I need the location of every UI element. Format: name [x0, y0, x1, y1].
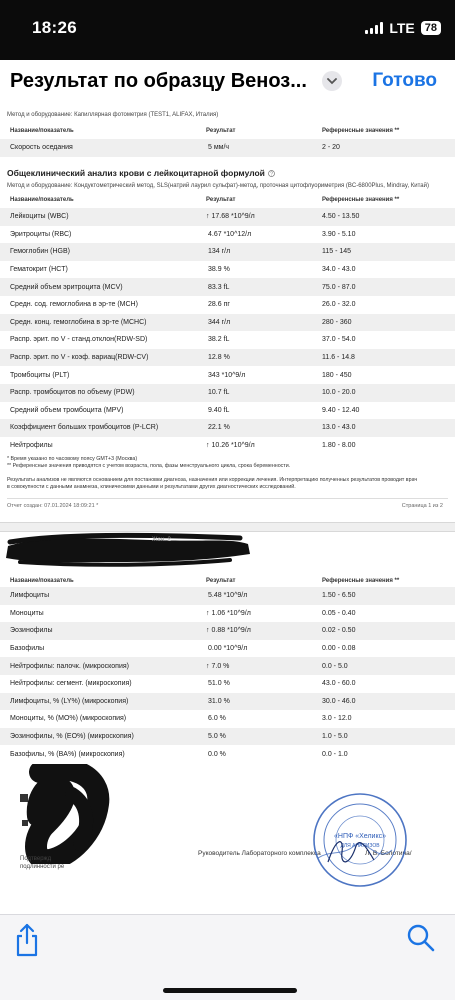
flag-icon: ↑	[206, 213, 210, 221]
row-ref: 10.0 - 20.0	[322, 389, 356, 397]
qr-code-redacted	[10, 764, 110, 864]
row-ref: 1.80 - 8.00	[322, 442, 356, 450]
row-result	[206, 663, 322, 670]
cbc-table	[0, 208, 455, 454]
row-ref: 1.50 - 6.50	[322, 592, 356, 600]
row-result	[206, 284, 322, 291]
row-ref: 0.00 - 0.08	[322, 645, 356, 653]
report-date: Отчет создан: 07.01.2024 18:09:21 *	[7, 503, 99, 509]
header-ref: Референсные значения **	[322, 128, 400, 134]
row-result	[206, 144, 322, 151]
row-name: Средний объем тромбоцита (MPV)	[10, 406, 124, 414]
table-row	[0, 139, 455, 157]
table-row	[0, 243, 455, 261]
row-result-value: 10.26 *10^9/л	[211, 442, 255, 450]
row-name: Моноциты	[10, 609, 44, 617]
row-result	[206, 627, 322, 634]
status-bar	[0, 0, 455, 60]
diff-table-header	[0, 574, 455, 588]
navigation-bar	[0, 60, 455, 106]
search-icon[interactable]	[406, 923, 436, 953]
row-name: Распр. тромбоцитов по объему (PDW)	[10, 389, 135, 397]
page-separator	[0, 522, 455, 532]
row-result-value: 28.6 пг	[208, 301, 230, 309]
row-name: Базофилы, % (BA%) (микроскопия)	[10, 750, 125, 758]
header-ref: Референсные значения **	[322, 197, 400, 203]
cbc-table-header	[0, 193, 455, 207]
row-result	[206, 319, 322, 326]
row-result-value: 31.0 %	[208, 697, 230, 705]
section-title: Общеклинический анализ крови с лейкоцитарной формулой	[7, 168, 265, 178]
row-result-value: 0.88 *10^9/л	[211, 627, 251, 635]
row-result-value: 51.0 %	[208, 680, 230, 688]
row-result-value: 344 г/л	[208, 318, 231, 326]
row-result-value: 12.8 %	[208, 354, 230, 362]
note-disclaimer-1: Результаты анализов не являются основанием для постановки диагноза, назначения или коррекции лечения. Интерпретацию полученных результатов проводит врач	[7, 477, 418, 483]
chevron-down-icon[interactable]	[322, 71, 342, 91]
flag-icon: ↑	[206, 662, 210, 670]
row-name: Эритроциты (RBC)	[10, 230, 72, 238]
row-result	[206, 442, 322, 449]
row-ref: 3.0 - 12.0	[322, 715, 352, 723]
note-disclaimer-2: в совокупности с данными анамнеза, клиническими данными и результатами других диагностических исследований.	[7, 484, 296, 490]
row-name: Скорость оседания	[10, 144, 73, 152]
row-result-value: 0.0 %	[208, 750, 226, 758]
signal-icon	[365, 22, 383, 34]
row-ref: 26.0 - 32.0	[322, 301, 356, 309]
row-result	[206, 424, 322, 431]
row-result	[206, 354, 322, 361]
flag-icon: ↑	[206, 609, 210, 617]
done-button[interactable]: Готово	[372, 70, 437, 91]
row-result	[206, 301, 322, 308]
row-result-value: 343 *10^9/л	[208, 371, 246, 379]
row-ref: 11.6 - 14.8	[322, 354, 355, 362]
row-ref: 75.0 - 87.0	[322, 283, 356, 291]
row-result-value: 0.00 *10^9/л	[208, 645, 248, 653]
notes	[7, 456, 452, 491]
row-ref: 43.0 - 60.0	[322, 680, 356, 688]
note-reference: ** Референсные значения приводятся с учетом возраста, пола, фазы менструального цикла, срока беременности.	[7, 463, 291, 469]
network-label: LTE	[389, 20, 415, 36]
table-row	[0, 710, 455, 728]
stamp-subtext: ДЛЯ АНАЛИЗОВ	[340, 843, 380, 849]
table-row	[0, 745, 455, 763]
row-result-value: 4.67 *10^12/л	[208, 230, 252, 238]
table-row	[0, 366, 455, 384]
redaction-mark	[0, 532, 270, 568]
row-ref: 0.05 - 0.40	[322, 609, 356, 617]
row-result-value: 5.48 *10^9/л	[208, 592, 248, 600]
row-ref: 3.90 - 5.10	[322, 230, 356, 238]
row-result	[206, 715, 322, 722]
status-time: 18:26	[32, 18, 77, 37]
method-top: Метод и оборудование: Капиллярная фотометрия (TEST1, ALIFAX, Италия)	[7, 112, 219, 118]
row-result-value: 17.68 *10^9/л	[211, 213, 255, 221]
row-result	[206, 751, 322, 758]
row-ref: 180 - 450	[322, 371, 352, 379]
row-name: Распр. эрит. по V - станд.отклон(RDW-SD)	[10, 336, 148, 344]
status-right	[365, 20, 441, 36]
row-result	[206, 645, 322, 652]
header-result: Результат	[206, 578, 236, 584]
row-result	[206, 231, 322, 238]
header-result: Результат	[206, 128, 236, 134]
row-result	[206, 336, 322, 343]
bottom-toolbar	[0, 914, 455, 1000]
table-row	[0, 261, 455, 279]
row-ref: 0.0 - 1.0	[322, 750, 348, 758]
row-name: Моноциты, % (MO%) (микроскопия)	[10, 715, 127, 723]
table-row	[0, 437, 455, 455]
row-ref: 4.50 - 13.50	[322, 213, 360, 221]
diff-table	[0, 587, 455, 763]
table-row	[0, 314, 455, 332]
signature	[322, 832, 382, 872]
row-result	[206, 680, 322, 687]
row-name: Гематокрит (HCT)	[10, 266, 68, 274]
qr-caption	[20, 855, 64, 871]
header-name: Название/показатель	[10, 128, 74, 134]
row-name: Лимфоциты	[10, 592, 50, 600]
row-ref: 13.0 - 43.0	[322, 424, 356, 432]
document-title: Результат по образцу Веноз...	[10, 70, 307, 92]
row-name: Распр. эрит. по V - коэф. вариац(RDW-CV)	[10, 354, 149, 362]
row-name: Лейкоциты (WBC)	[10, 213, 69, 221]
row-result	[206, 248, 322, 255]
row-result	[206, 389, 322, 396]
table-row	[0, 226, 455, 244]
section-method: Метод и оборудование: Кондуктометрический метод, SLS(натрий лаурил сульфат)-метод, проточная цитофлуориметрия (BC-6800Plus, Mindray, Китай)	[7, 183, 429, 189]
header-result: Результат	[206, 197, 236, 203]
manager-title: Руководитель Лабораторного комплекса	[198, 850, 321, 857]
row-name: Лимфоциты, % (LY%) (микроскопия)	[10, 697, 129, 705]
row-result	[206, 733, 322, 740]
section-heading	[7, 168, 275, 178]
row-ref: 34.0 - 43.0	[322, 266, 356, 274]
row-result-value: 9.40 fL	[208, 406, 230, 414]
header-name: Название/показатель	[10, 578, 74, 584]
row-ref: 0.02 - 0.50	[322, 627, 356, 635]
row-name: Базофилы	[10, 645, 45, 653]
row-name: Эозинофилы, % (EO%) (микроскопия)	[10, 733, 134, 741]
page-number: Страница 1 из 2	[401, 503, 443, 509]
home-indicator[interactable]	[163, 988, 297, 993]
svg-text:?: ?	[270, 170, 273, 177]
share-icon[interactable]	[14, 923, 40, 957]
row-result	[206, 698, 322, 705]
row-ref: 37.0 - 54.0	[322, 336, 356, 344]
row-name: Тромбоциты (PLT)	[10, 371, 70, 379]
row-result-value: 38.9 %	[208, 266, 230, 274]
table-row	[0, 657, 455, 675]
info-icon	[268, 170, 275, 177]
table-row	[0, 640, 455, 658]
esr-table-header	[0, 124, 455, 138]
row-ref: 115 - 145	[322, 248, 352, 256]
row-ref: 2 - 20	[322, 144, 340, 152]
table-row	[0, 728, 455, 746]
table-row	[0, 419, 455, 437]
qr-caption-1: Подтвержд	[20, 856, 52, 862]
row-result-value: 83.3 fL	[208, 283, 230, 291]
row-ref: 0.0 - 5.0	[322, 662, 348, 670]
row-result	[206, 266, 322, 273]
table-row	[0, 622, 455, 640]
row-name: Коэффициент больших тромбоцитов (P-LCR)	[10, 424, 159, 432]
row-result-value: 6.0 %	[208, 715, 226, 723]
row-name: Эозинофилы	[10, 627, 53, 635]
table-row	[0, 349, 455, 367]
flag-icon: ↑	[206, 627, 210, 635]
battery-icon: 78	[421, 21, 441, 35]
row-result	[206, 592, 322, 599]
row-ref: 280 - 360	[322, 318, 352, 326]
row-name: Средн. сод. гемоглобина в эр-те (MCH)	[10, 301, 138, 309]
document-page-1	[0, 106, 455, 522]
row-ref: 9.40 - 12.40	[322, 406, 360, 414]
header-ref: Референсные значения **	[322, 578, 400, 584]
row-result	[206, 213, 322, 220]
table-row	[0, 693, 455, 711]
table-row	[0, 605, 455, 623]
table-row	[0, 402, 455, 420]
row-result-value: 5.0 %	[208, 733, 226, 741]
row-name: Средн. конц. гемоглобина в эр-те (MCHC)	[10, 318, 147, 326]
note-timezone: * Время указано по часовому поясу GMT+3 (Москва)	[7, 456, 138, 462]
stamp-text: «НПФ «Хеликс»	[334, 833, 386, 840]
row-result	[206, 610, 322, 617]
flag-icon: ↑	[206, 442, 210, 450]
row-result	[206, 372, 322, 379]
row-result-value: 38.2 fL	[208, 336, 230, 344]
table-row	[0, 384, 455, 402]
row-ref: 1.0 - 5.0	[322, 733, 348, 741]
row-ref: 30.0 - 46.0	[322, 697, 356, 705]
row-result-value: 1.06 *10^9/л	[211, 609, 251, 617]
table-row	[0, 296, 455, 314]
row-name: Нейтрофилы: палочк. (микроскопия)	[10, 662, 129, 670]
table-row	[0, 675, 455, 693]
row-result-value: 7.0 %	[211, 662, 230, 670]
row-result-value: 22.1 %	[208, 424, 230, 432]
table-row	[0, 587, 455, 605]
row-result-value: 134 г/л	[208, 248, 231, 256]
qr-caption-2: подлинности ре	[20, 864, 65, 870]
header-name: Название/показатель	[10, 197, 74, 203]
signer-name: Л. В. Болотина/	[365, 850, 412, 857]
row-name: Нейтрофилы	[10, 442, 53, 450]
table-row	[0, 278, 455, 296]
row-result	[206, 407, 322, 414]
row-result-value: 5 мм/ч	[208, 144, 230, 152]
document-page-2	[0, 532, 455, 914]
table-row	[0, 331, 455, 349]
row-name: Нейтрофилы: сегмент. (микроскопия)	[10, 680, 132, 688]
header-fragment: Жен. 2	[152, 537, 171, 543]
footer-divider	[7, 498, 448, 499]
row-name: Средний объем эритроцита (MCV)	[10, 283, 123, 291]
table-row	[0, 208, 455, 226]
row-result-value: 10.7 fL	[208, 389, 230, 397]
row-name: Гемоглобин (HGB)	[10, 248, 70, 256]
